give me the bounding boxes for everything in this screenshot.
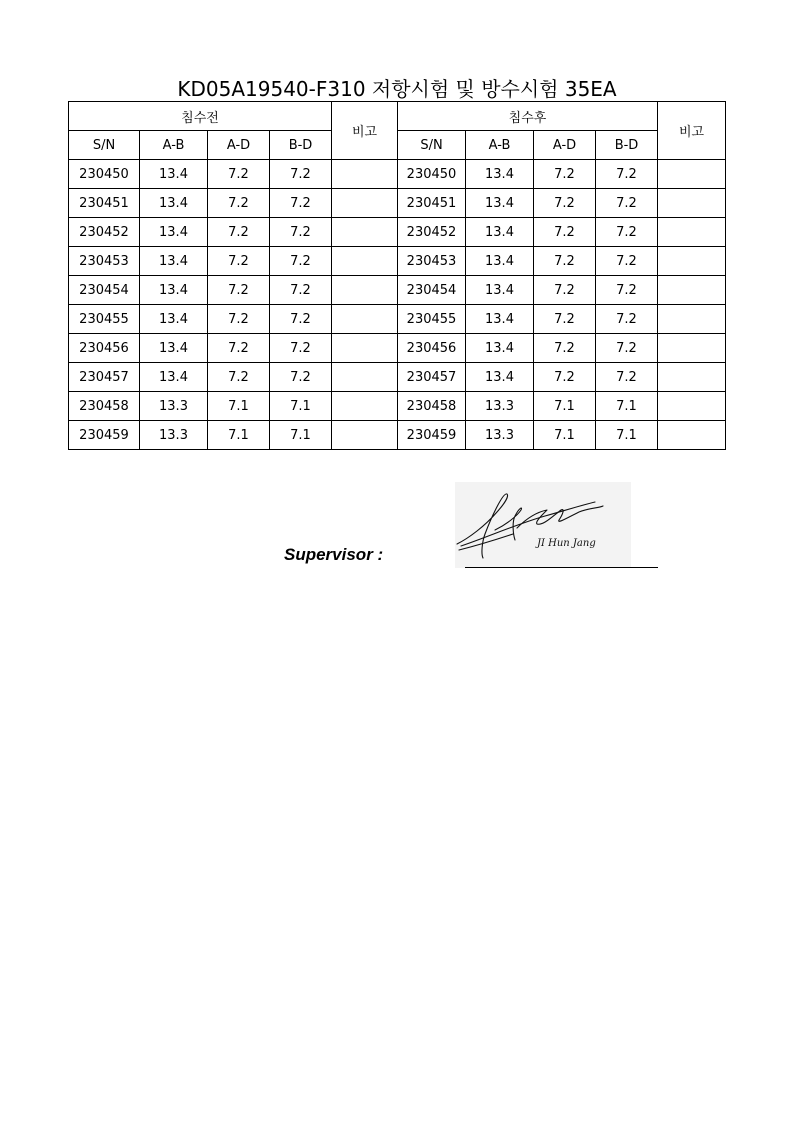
remark-after-cell	[658, 189, 726, 218]
column-header-ad: A-D	[208, 131, 270, 160]
remark-before-cell	[332, 392, 398, 421]
remark-before-cell	[332, 421, 398, 450]
bd-after-cell: 7.2	[596, 160, 658, 189]
remark-before-cell	[332, 363, 398, 392]
ab-before-cell: 13.4	[140, 218, 208, 247]
ab-before-cell: 13.4	[140, 189, 208, 218]
table-body	[69, 160, 726, 450]
ab-after-cell: 13.4	[466, 160, 534, 189]
serial-before-cell: 230450	[69, 160, 140, 189]
ad-after-cell: 7.2	[534, 189, 596, 218]
column-header-ad: A-D	[534, 131, 596, 160]
serial-before-cell: 230452	[69, 218, 140, 247]
column-header-sn: S/N	[398, 131, 466, 160]
document-title: KD05A19540-F310 저항시험 및 방수시험 35EA	[177, 77, 617, 101]
table-row	[69, 218, 726, 247]
ab-before-cell: 13.3	[140, 392, 208, 421]
bd-before-cell: 7.1	[270, 421, 332, 450]
ad-before-cell: 7.2	[208, 247, 270, 276]
bd-before-cell: 7.2	[270, 334, 332, 363]
bd-before-cell: 7.2	[270, 305, 332, 334]
bd-after-cell: 7.2	[596, 247, 658, 276]
serial-before-cell: 230458	[69, 392, 140, 421]
remark-before-cell	[332, 218, 398, 247]
remark-after-cell	[658, 363, 726, 392]
column-header-bd: B-D	[596, 131, 658, 160]
ab-before-cell: 13.4	[140, 305, 208, 334]
column-header-ab: A-B	[466, 131, 534, 160]
remarks-header-before: 비고	[332, 102, 398, 160]
ad-before-cell: 7.2	[208, 160, 270, 189]
remark-after-cell	[658, 247, 726, 276]
bd-after-cell: 7.2	[596, 363, 658, 392]
ab-after-cell: 13.3	[466, 421, 534, 450]
column-header-bd: B-D	[270, 131, 332, 160]
ab-after-cell: 13.4	[466, 305, 534, 334]
serial-before-cell: 230456	[69, 334, 140, 363]
ad-before-cell: 7.1	[208, 421, 270, 450]
serial-before-cell: 230459	[69, 421, 140, 450]
ab-after-cell: 13.3	[466, 392, 534, 421]
remark-after-cell	[658, 334, 726, 363]
ab-after-cell: 13.4	[466, 276, 534, 305]
bd-before-cell: 7.2	[270, 363, 332, 392]
group-header-before: 침수전	[69, 102, 332, 131]
bd-before-cell: 7.2	[270, 160, 332, 189]
serial-before-cell: 230457	[69, 363, 140, 392]
bd-after-cell: 7.2	[596, 305, 658, 334]
bd-before-cell: 7.2	[270, 218, 332, 247]
bd-before-cell: 7.1	[270, 392, 332, 421]
ad-after-cell: 7.2	[534, 218, 596, 247]
ab-after-cell: 13.4	[466, 334, 534, 363]
ad-before-cell: 7.2	[208, 363, 270, 392]
table-row	[69, 189, 726, 218]
remark-after-cell	[658, 276, 726, 305]
serial-after-cell: 230455	[398, 305, 466, 334]
bd-after-cell: 7.1	[596, 392, 658, 421]
ad-after-cell: 7.2	[534, 276, 596, 305]
bd-before-cell: 7.2	[270, 276, 332, 305]
ab-after-cell: 13.4	[466, 363, 534, 392]
signature-line	[465, 567, 658, 568]
ad-after-cell: 7.2	[534, 334, 596, 363]
bd-after-cell: 7.2	[596, 189, 658, 218]
serial-before-cell: 230453	[69, 247, 140, 276]
ab-before-cell: 13.3	[140, 421, 208, 450]
ad-after-cell: 7.1	[534, 392, 596, 421]
ab-after-cell: 13.4	[466, 247, 534, 276]
serial-after-cell: 230453	[398, 247, 466, 276]
ad-after-cell: 7.1	[534, 421, 596, 450]
table-row	[69, 160, 726, 189]
ab-before-cell: 13.4	[140, 247, 208, 276]
ad-before-cell: 7.1	[208, 392, 270, 421]
ad-after-cell: 7.2	[534, 305, 596, 334]
remark-after-cell	[658, 160, 726, 189]
column-header-sn: S/N	[69, 131, 140, 160]
table-row	[69, 334, 726, 363]
ad-before-cell: 7.2	[208, 276, 270, 305]
ad-before-cell: 7.2	[208, 218, 270, 247]
table-row	[69, 305, 726, 334]
ad-before-cell: 7.2	[208, 189, 270, 218]
bd-after-cell: 7.2	[596, 276, 658, 305]
serial-before-cell: 230454	[69, 276, 140, 305]
remark-before-cell	[332, 247, 398, 276]
bd-after-cell: 7.1	[596, 421, 658, 450]
remark-before-cell	[332, 334, 398, 363]
table-row	[69, 363, 726, 392]
remark-before-cell	[332, 189, 398, 218]
serial-after-cell: 230456	[398, 334, 466, 363]
ad-after-cell: 7.2	[534, 363, 596, 392]
table-row	[69, 392, 726, 421]
remark-before-cell	[332, 276, 398, 305]
signed-name: JI Hun Jang	[537, 538, 596, 549]
remark-after-cell	[658, 392, 726, 421]
serial-after-cell: 230450	[398, 160, 466, 189]
column-header-ab: A-B	[140, 131, 208, 160]
ab-after-cell: 13.4	[466, 218, 534, 247]
serial-after-cell: 230458	[398, 392, 466, 421]
supervisor-label: Supervisor :	[284, 545, 384, 564]
remark-before-cell	[332, 305, 398, 334]
ab-before-cell: 13.4	[140, 160, 208, 189]
serial-after-cell: 230454	[398, 276, 466, 305]
remark-after-cell	[658, 305, 726, 334]
ad-after-cell: 7.2	[534, 160, 596, 189]
bd-after-cell: 7.2	[596, 218, 658, 247]
serial-after-cell: 230452	[398, 218, 466, 247]
remark-after-cell	[658, 421, 726, 450]
table-row	[69, 421, 726, 450]
serial-after-cell: 230451	[398, 189, 466, 218]
bd-before-cell: 7.2	[270, 189, 332, 218]
bd-before-cell: 7.2	[270, 247, 332, 276]
ad-before-cell: 7.2	[208, 305, 270, 334]
serial-after-cell: 230457	[398, 363, 466, 392]
serial-after-cell: 230459	[398, 421, 466, 450]
test-results-table	[68, 101, 726, 450]
remark-before-cell	[332, 160, 398, 189]
ab-before-cell: 13.4	[140, 363, 208, 392]
remarks-header-after: 비고	[658, 102, 726, 160]
ad-before-cell: 7.2	[208, 334, 270, 363]
ab-before-cell: 13.4	[140, 334, 208, 363]
bd-after-cell: 7.2	[596, 334, 658, 363]
table-row	[69, 276, 726, 305]
serial-before-cell: 230455	[69, 305, 140, 334]
serial-before-cell: 230451	[69, 189, 140, 218]
ab-after-cell: 13.4	[466, 189, 534, 218]
remark-after-cell	[658, 218, 726, 247]
table-row	[69, 247, 726, 276]
supervisor-signature	[455, 482, 631, 568]
ab-before-cell: 13.4	[140, 276, 208, 305]
ad-after-cell: 7.2	[534, 247, 596, 276]
signature-scribble-icon	[455, 482, 631, 568]
group-header-after: 침수후	[398, 102, 658, 131]
